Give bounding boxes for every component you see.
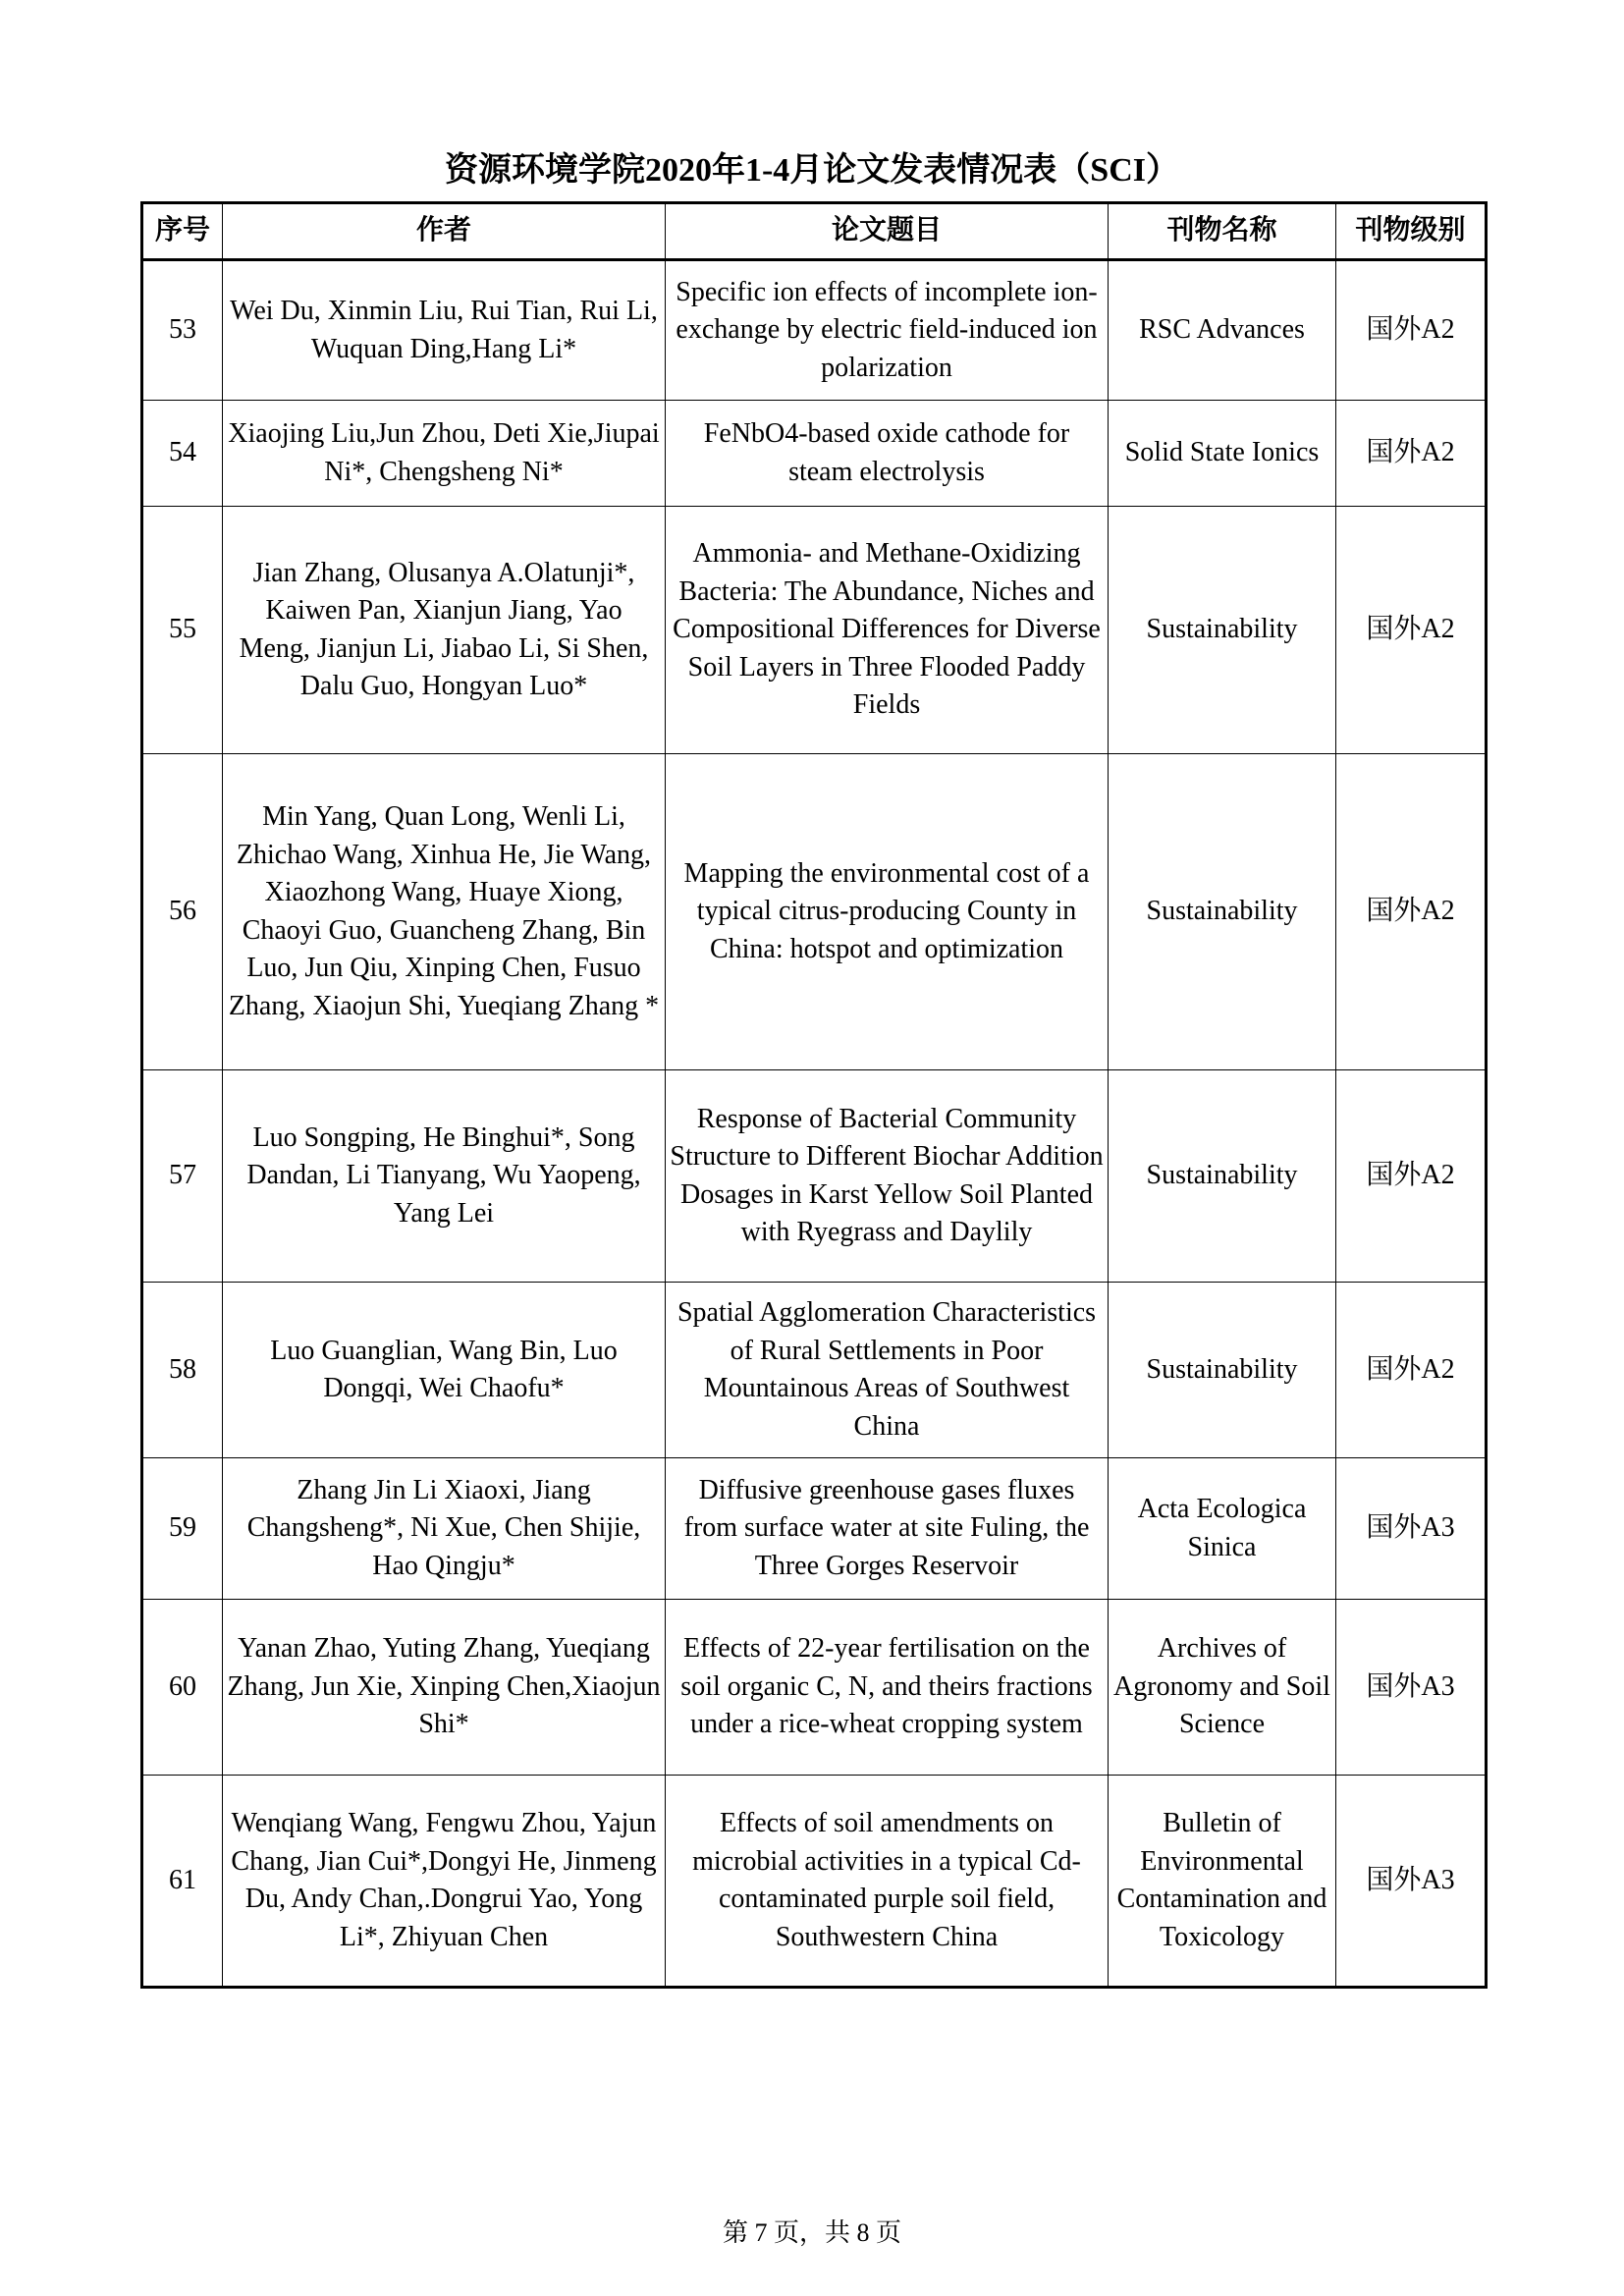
cell-authors: Zhang Jin Li Xiaoxi, Jiang Changsheng*, Ni Xue, Chen Shijie, Hao Qingju*: [223, 1458, 666, 1600]
column-header-authors: 作者: [223, 203, 666, 260]
cell-journal: Sustainability: [1109, 754, 1336, 1070]
cell-authors: Wei Du, Xinmin Liu, Rui Tian, Rui Li, Wuquan Ding,Hang Li*: [223, 260, 666, 401]
cell-level: 国外A2: [1336, 754, 1487, 1070]
table-row: [142, 1070, 1487, 1283]
cell-paper-title: Effects of soil amendments on microbial activities in a typical Cd-contaminated purple soil field, Southwestern China: [666, 1776, 1109, 1988]
cell-paper-title: Specific ion effects of incomplete ion-exchange by electric field-induced ion polarization: [666, 260, 1109, 401]
table-row: [142, 1776, 1487, 1988]
cell-journal: Sustainability: [1109, 507, 1336, 754]
table-row: [142, 754, 1487, 1070]
cell-paper-title: Effects of 22-year fertilisation on the soil organic C, N, and theirs fractions under a rice-wheat cropping system: [666, 1600, 1109, 1776]
column-header-no: 序号: [142, 203, 223, 260]
cell-journal: Sustainability: [1109, 1283, 1336, 1458]
cell-level: 国外A3: [1336, 1458, 1487, 1600]
papers-table: [140, 201, 1488, 1989]
cell-level: 国外A2: [1336, 401, 1487, 507]
table-row: [142, 507, 1487, 754]
cell-paper-title: Mapping the environmental cost of a typical citrus-producing County in China: hotspot and optimization: [666, 754, 1109, 1070]
cell-journal: Acta Ecologica Sinica: [1109, 1458, 1336, 1600]
column-header-level: 刊物级别: [1336, 203, 1487, 260]
cell-journal: RSC Advances: [1109, 260, 1336, 401]
cell-no: 55: [142, 507, 223, 754]
cell-authors: Min Yang, Quan Long, Wenli Li, Zhichao Wang, Xinhua He, Jie Wang, Xiaozhong Wang, Huaye Xiong, Chaoyi Guo, Guancheng Zhang, Bin Luo, Jun Qiu, Xinping Chen, Fusuo Zhang, Xiaojun Shi, Yueqiang Zhang *: [223, 754, 666, 1070]
cell-no: 59: [142, 1458, 223, 1600]
table-header-row: [142, 203, 1487, 260]
cell-level: 国外A2: [1336, 260, 1487, 401]
cell-authors: Luo Songping, He Binghui*, Song Dandan, Li Tianyang, Wu Yaopeng, Yang Lei: [223, 1070, 666, 1283]
cell-authors: Jian Zhang, Olusanya A.Olatunji*, Kaiwen Pan, Xianjun Jiang, Yao Meng, Jianjun Li, Jiabao Li, Si Shen, Dalu Guo, Hongyan Luo*: [223, 507, 666, 754]
cell-paper-title: FeNbO4-based oxide cathode for steam electrolysis: [666, 401, 1109, 507]
cell-level: 国外A3: [1336, 1600, 1487, 1776]
cell-authors: Yanan Zhao, Yuting Zhang, Yueqiang Zhang, Jun Xie, Xinping Chen,Xiaojun Shi*: [223, 1600, 666, 1776]
cell-authors: Xiaojing Liu,Jun Zhou, Deti Xie,Jiupai Ni*, Chengsheng Ni*: [223, 401, 666, 507]
cell-authors: Luo Guanglian, Wang Bin, Luo Dongqi, Wei Chaofu*: [223, 1283, 666, 1458]
cell-no: 57: [142, 1070, 223, 1283]
table-row: [142, 1283, 1487, 1458]
page-footer: 第 7 页，共 8 页: [722, 2218, 901, 2247]
cell-no: 56: [142, 754, 223, 1070]
cell-level: 国外A2: [1336, 1070, 1487, 1283]
cell-journal: Bulletin of Environmental Contamination and Toxicology: [1109, 1776, 1336, 1988]
cell-paper-title: Diffusive greenhouse gases fluxes from surface water at site Fuling, the Three Gorges Reservoir: [666, 1458, 1109, 1600]
cell-level: 国外A2: [1336, 1283, 1487, 1458]
cell-no: 58: [142, 1283, 223, 1458]
cell-no: 60: [142, 1600, 223, 1776]
cell-level: 国外A3: [1336, 1776, 1487, 1988]
column-header-journal: 刊物名称: [1109, 203, 1336, 260]
cell-no: 61: [142, 1776, 223, 1988]
table-row: [142, 1458, 1487, 1600]
cell-paper-title: Ammonia- and Methane-Oxidizing Bacteria: The Abundance, Niches and Compositional Differences for Diverse Soil Layers in Three Flooded Paddy Fields: [666, 507, 1109, 754]
cell-journal: Archives of Agronomy and Soil Science: [1109, 1600, 1336, 1776]
cell-paper-title: Spatial Agglomeration Characteristics of Rural Settlements in Poor Mountainous Areas of Southwest China: [666, 1283, 1109, 1458]
cell-authors: Wenqiang Wang, Fengwu Zhou, Yajun Chang, Jian Cui*,Dongyi He, Jinmeng Du, Andy Chan,.Dongrui Yao, Yong Li*, Zhiyuan Chen: [223, 1776, 666, 1988]
page-title: 资源环境学院2020年1-4月论文发表情况表（SCI）: [444, 152, 1179, 189]
table-row: [142, 1600, 1487, 1776]
cell-paper-title: Response of Bacterial Community Structure to Different Biochar Addition Dosages in Karst Yellow Soil Planted with Ryegrass and Daylily: [666, 1070, 1109, 1283]
table-row: [142, 401, 1487, 507]
cell-no: 53: [142, 260, 223, 401]
cell-journal: Solid State Ionics: [1109, 401, 1336, 507]
column-header-paper-title: 论文题目: [666, 203, 1109, 260]
cell-no: 54: [142, 401, 223, 507]
cell-level: 国外A2: [1336, 507, 1487, 754]
table-row: [142, 260, 1487, 401]
cell-journal: Sustainability: [1109, 1070, 1336, 1283]
